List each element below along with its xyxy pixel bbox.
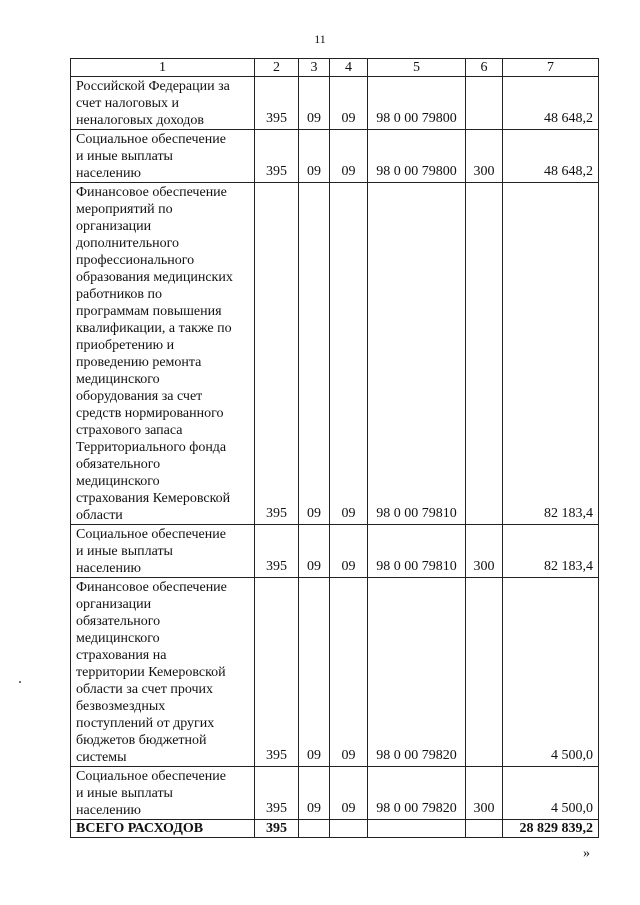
table-header-row: [71, 59, 599, 77]
row-description: Финансовое обеспечение организации обязательного медицинского страхования на территории Кемеровской области за счет прочих безвозмездных поступлений от других бюджетов бюджетной системы: [71, 578, 255, 767]
cell-ministry-code: 395: [255, 183, 299, 525]
cell-expense-type: [466, 77, 503, 130]
closing-quote: »: [583, 846, 590, 861]
column-header: 2: [255, 59, 299, 77]
row-description: Финансовое обеспечение мероприятий по организации дополнительного профессионального образования медицинских работников по программам повышения квалификации, а также по приобретению и проведению ремонта медицинского оборудования за счет средств нормированного страхового запаса Территориального фонда обязательного медицинского страхования Кемеровской области: [71, 183, 255, 525]
cell-subsection: 09: [330, 525, 368, 578]
column-header: 5: [368, 59, 466, 77]
row-description: Социальное обеспечение и иные выплаты населению: [71, 525, 255, 578]
row-description: Социальное обеспечение и иные выплаты населению: [71, 130, 255, 183]
column-header: 4: [330, 59, 368, 77]
cell-subsection: 09: [330, 578, 368, 767]
table-row: [71, 77, 599, 130]
cell-section: 09: [299, 183, 330, 525]
cell-section: 09: [299, 77, 330, 130]
table-row: [71, 183, 599, 525]
cell-target-article: 98 0 00 79820: [368, 767, 466, 820]
total-amount: 28 829 839,2: [503, 820, 599, 838]
row-description: Российской Федерации за счет налоговых и неналоговых доходов: [71, 77, 255, 130]
cell-ministry-code: 395: [255, 525, 299, 578]
cell-amount: 4 500,0: [503, 578, 599, 767]
cell-expense-type: [466, 183, 503, 525]
scan-speck: [19, 681, 21, 683]
cell-target-article: 98 0 00 79810: [368, 525, 466, 578]
cell-section: 09: [299, 578, 330, 767]
column-header: 3: [299, 59, 330, 77]
total-expense-type: [466, 820, 503, 838]
cell-expense-type: 300: [466, 130, 503, 183]
cell-ministry-code: 395: [255, 130, 299, 183]
cell-amount: 48 648,2: [503, 77, 599, 130]
total-subsection: [330, 820, 368, 838]
total-section: [299, 820, 330, 838]
column-header: 1: [71, 59, 255, 77]
expenditure-table: [70, 58, 599, 838]
cell-amount: 82 183,4: [503, 525, 599, 578]
cell-expense-type: 300: [466, 767, 503, 820]
cell-ministry-code: 395: [255, 767, 299, 820]
cell-amount: 4 500,0: [503, 767, 599, 820]
cell-subsection: 09: [330, 767, 368, 820]
total-row: [71, 820, 599, 838]
cell-subsection: 09: [330, 77, 368, 130]
cell-section: 09: [299, 130, 330, 183]
table-row: [71, 130, 599, 183]
row-description: Социальное обеспечение и иные выплаты населению: [71, 767, 255, 820]
column-header: 6: [466, 59, 503, 77]
cell-amount: 48 648,2: [503, 130, 599, 183]
cell-target-article: 98 0 00 79800: [368, 130, 466, 183]
cell-ministry-code: 395: [255, 578, 299, 767]
column-header: 7: [503, 59, 599, 77]
cell-section: 09: [299, 767, 330, 820]
cell-ministry-code: 395: [255, 77, 299, 130]
table-row: [71, 525, 599, 578]
cell-subsection: 09: [330, 130, 368, 183]
table-row: [71, 767, 599, 820]
table-row: [71, 578, 599, 767]
total-label: ВСЕГО РАСХОДОВ: [71, 820, 255, 838]
cell-amount: 82 183,4: [503, 183, 599, 525]
page-number: 11: [314, 32, 326, 46]
cell-target-article: 98 0 00 79820: [368, 578, 466, 767]
cell-target-article: 98 0 00 79800: [368, 77, 466, 130]
cell-section: 09: [299, 525, 330, 578]
cell-target-article: 98 0 00 79810: [368, 183, 466, 525]
total-target-article: [368, 820, 466, 838]
total-ministry-code: 395: [255, 820, 299, 838]
cell-subsection: 09: [330, 183, 368, 525]
cell-expense-type: 300: [466, 525, 503, 578]
cell-expense-type: [466, 578, 503, 767]
